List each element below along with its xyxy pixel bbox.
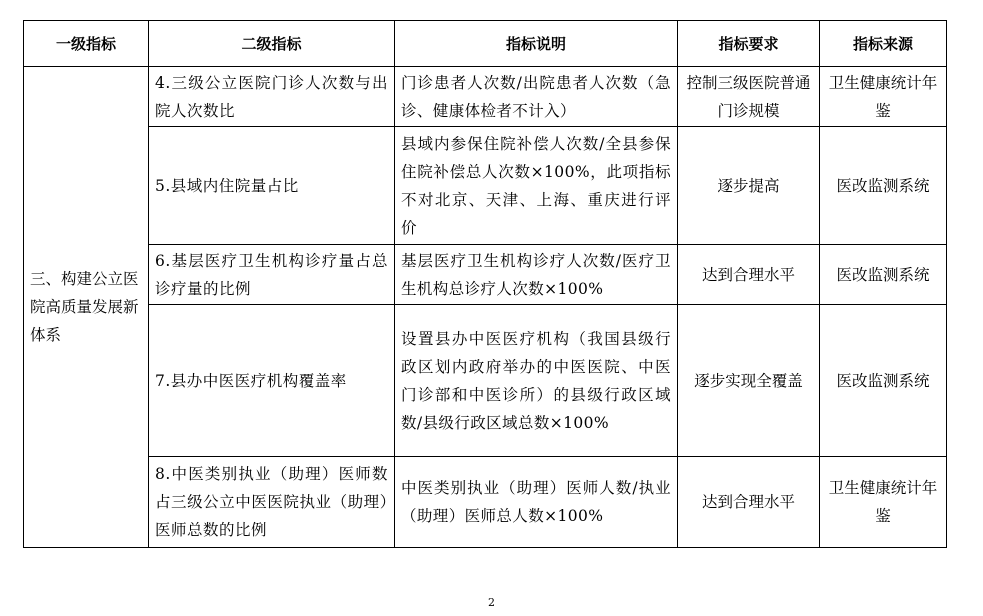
- header-level1: 一级指标: [24, 21, 149, 67]
- indicator-requirement: 控制三级医院普通门诊规模: [678, 67, 820, 127]
- table-row: [24, 127, 947, 245]
- header-row: [24, 21, 947, 67]
- indicator-source: 医改监测系统: [820, 305, 947, 457]
- level1-indicator: 三、构建公立医院高质量发展新体系: [24, 67, 149, 548]
- header-description: 指标说明: [395, 21, 678, 67]
- indicator-description: 基层医疗卫生机构诊疗人次数/医疗卫生机构总诊疗人次数×100%: [395, 245, 678, 305]
- indicator-requirement: 逐步实现全覆盖: [678, 305, 820, 457]
- indicator-description: 县域内参保住院补偿人次数/全县参保住院补偿总人次数×100%，此项指标不对北京、天津、上海、重庆进行评价: [395, 127, 678, 245]
- indicator-description: 门诊患者人次数/出院患者人次数（急诊、健康体检者不计入）: [395, 67, 678, 127]
- level2-indicator: 6.基层医疗卫生机构诊疗量占总诊疗量的比例: [149, 245, 395, 305]
- level2-indicator: 5.县域内住院量占比: [149, 127, 395, 245]
- indicator-requirement: 逐步提高: [678, 127, 820, 245]
- indicator-source: 医改监测系统: [820, 127, 947, 245]
- header-level2: 二级指标: [149, 21, 395, 67]
- indicator-source: 卫生健康统计年鉴: [820, 457, 947, 548]
- indicator-source: 卫生健康统计年鉴: [820, 67, 947, 127]
- indicator-description: 设置县办中医医疗机构（我国县级行政区划内政府举办的中医医院、中医门诊部和中医诊所）的县级行政区域数/县级行政区域总数×100%: [395, 305, 678, 457]
- indicator-requirement: 达到合理水平: [678, 245, 820, 305]
- indicator-description: 中医类别执业（助理）医师人数/执业（助理）医师总人数×100%: [395, 457, 678, 548]
- table-row: [24, 305, 947, 457]
- level2-indicator: 7.县办中医医疗机构覆盖率: [149, 305, 395, 457]
- table-row: [24, 245, 947, 305]
- header-source: 指标来源: [820, 21, 947, 67]
- table-row: [24, 67, 947, 127]
- table-row: [24, 457, 947, 548]
- level2-indicator: 8.中医类别执业（助理）医师数占三级公立中医医院执业（助理）医师总数的比例: [149, 457, 395, 548]
- level2-indicator: 4.三级公立医院门诊人次数与出院人次数比: [149, 67, 395, 127]
- page-number: 2: [488, 596, 495, 609]
- indicator-requirement: 达到合理水平: [678, 457, 820, 548]
- indicator-table: [23, 20, 947, 548]
- header-requirement: 指标要求: [678, 21, 820, 67]
- indicator-source: 医改监测系统: [820, 245, 947, 305]
